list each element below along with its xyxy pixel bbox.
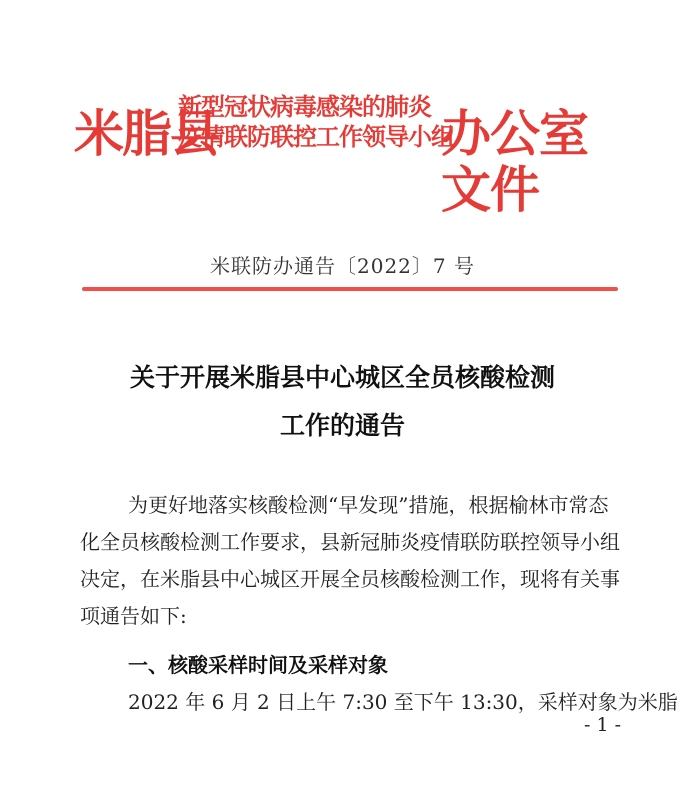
- body-line: 项通告如下:: [80, 604, 187, 628]
- body-paragraph: [80, 487, 620, 635]
- red-divider-line: [82, 287, 618, 291]
- body-line: 化全员核酸检测工作要求，县新冠肺炎疫情联防联控领导小组: [80, 530, 620, 554]
- document-number: 米联防办通告〔2022〕7 号: [210, 254, 475, 278]
- issuing-office: 办公室文件: [441, 104, 588, 219]
- issuing-county: 米脂县: [74, 104, 218, 163]
- body-line: 决定，在米脂县中心城区开展全员核酸检测工作，现将有关事: [80, 567, 620, 591]
- issuing-group-line-2: 疫情联防联控工作领导小组: [178, 122, 454, 151]
- section-1-text: 2022 年 6 月 2 日上午 7:30 至下午 13:30，采样对象为米脂: [128, 690, 678, 714]
- document-title-line-2: 工作的通告: [279, 411, 405, 440]
- issuing-group-line-1: 新型冠状病毒感染的肺炎: [178, 92, 431, 121]
- document-title-line-1: 关于开展米脂县中心城区全员核酸检测: [129, 363, 555, 392]
- page-number: - 1 -: [583, 714, 621, 736]
- body-line: 为更好地落实核酸检测“早发现”措施，根据榆林市常态: [128, 493, 609, 517]
- section-heading-1: 一、核酸采样时间及采样对象: [128, 653, 388, 677]
- document-header: [74, 92, 634, 219]
- issuing-group: [178, 92, 454, 152]
